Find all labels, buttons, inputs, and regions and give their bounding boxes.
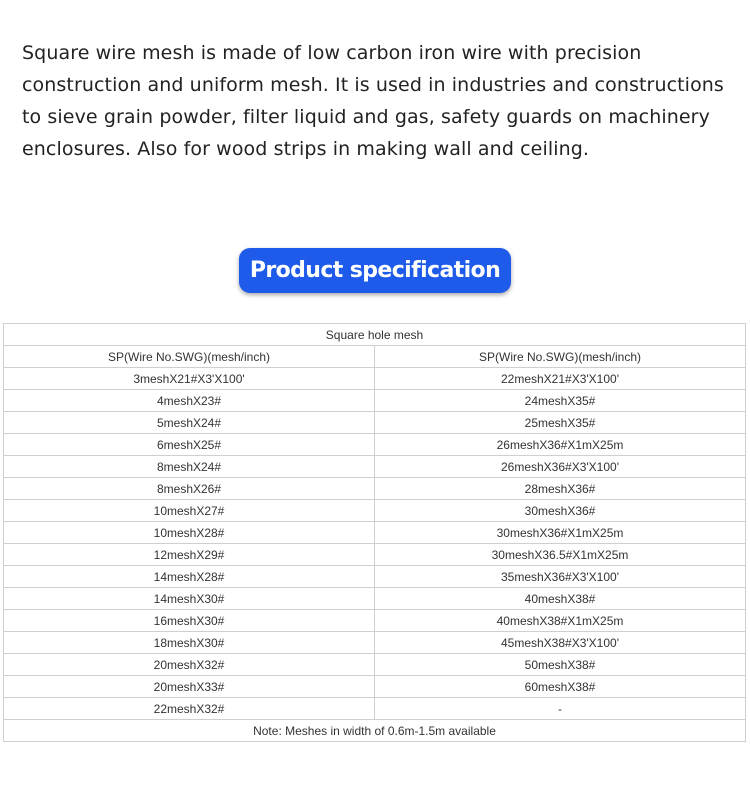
table-row [4,632,746,654]
table-row [4,610,746,632]
table-header-row [4,346,746,368]
table-cell-right: - [375,698,746,720]
table-cell-left: 20meshX33# [4,676,375,698]
table-row [4,654,746,676]
table-cell-left: 3meshX21#X3'X100' [4,368,375,390]
table-cell-left: 5meshX24# [4,412,375,434]
table-row [4,588,746,610]
column-header-left: SP(Wire No.SWG)(mesh/inch) [4,346,375,368]
table-cell-left: 8meshX26# [4,478,375,500]
table-cell-left: 8meshX24# [4,456,375,478]
table-cell-right: 26meshX36#X3'X100' [375,456,746,478]
table-row [4,456,746,478]
table-row [4,412,746,434]
table-cell-left: 14meshX30# [4,588,375,610]
product-specification-heading: Product specification [239,248,511,293]
table-cell-left: 4meshX23# [4,390,375,412]
table-cell-left: 10meshX28# [4,522,375,544]
table-note-row [4,720,746,742]
table-cell-left: 12meshX29# [4,544,375,566]
table-cell-left: 18meshX30# [4,632,375,654]
table-row [4,676,746,698]
table-row [4,368,746,390]
table-note: Note: Meshes in width of 0.6m-1.5m available [4,720,746,742]
table-cell-right: 25meshX35# [375,412,746,434]
table-cell-right: 45meshX38#X3'X100' [375,632,746,654]
table-cell-right: 35meshX36#X3'X100' [375,566,746,588]
specification-table [3,323,746,742]
table-cell-right: 26meshX36#X1mX25m [375,434,746,456]
table-row [4,522,746,544]
table-cell-left: 20meshX32# [4,654,375,676]
table-row [4,566,746,588]
intro-paragraph: Square wire mesh is made of low carbon iron wire with precision construction and uniform mesh. It is used in industries and constructions to sieve grain powder, filter liquid and gas, safety guards on machinery enclosures. Also for wood strips in making wall and ceiling. [22,42,724,160]
table-cell-right: 30meshX36#X1mX25m [375,522,746,544]
heading-container [0,248,750,293]
table-row [4,698,746,720]
table-title: Square hole mesh [4,324,746,346]
table-cell-right: 24meshX35# [375,390,746,412]
table-cell-right: 22meshX21#X3'X100' [375,368,746,390]
table-row [4,434,746,456]
table-cell-right: 30meshX36# [375,500,746,522]
table-row [4,544,746,566]
table-row [4,390,746,412]
table-cell-right: 40meshX38# [375,588,746,610]
table-cell-left: 6meshX25# [4,434,375,456]
table-cell-right: 40meshX38#X1mX25m [375,610,746,632]
table-cell-right: 30meshX36.5#X1mX25m [375,544,746,566]
table-cell-left: 14meshX28# [4,566,375,588]
table-cell-right: 50meshX38# [375,654,746,676]
table-cell-left: 16meshX30# [4,610,375,632]
table-cell-right: 60meshX38# [375,676,746,698]
table-row [4,500,746,522]
column-header-right: SP(Wire No.SWG)(mesh/inch) [375,346,746,368]
table-row [4,478,746,500]
table-title-row [4,324,746,346]
table-cell-left: 10meshX27# [4,500,375,522]
table-cell-right: 28meshX36# [375,478,746,500]
table-cell-left: 22meshX32# [4,698,375,720]
